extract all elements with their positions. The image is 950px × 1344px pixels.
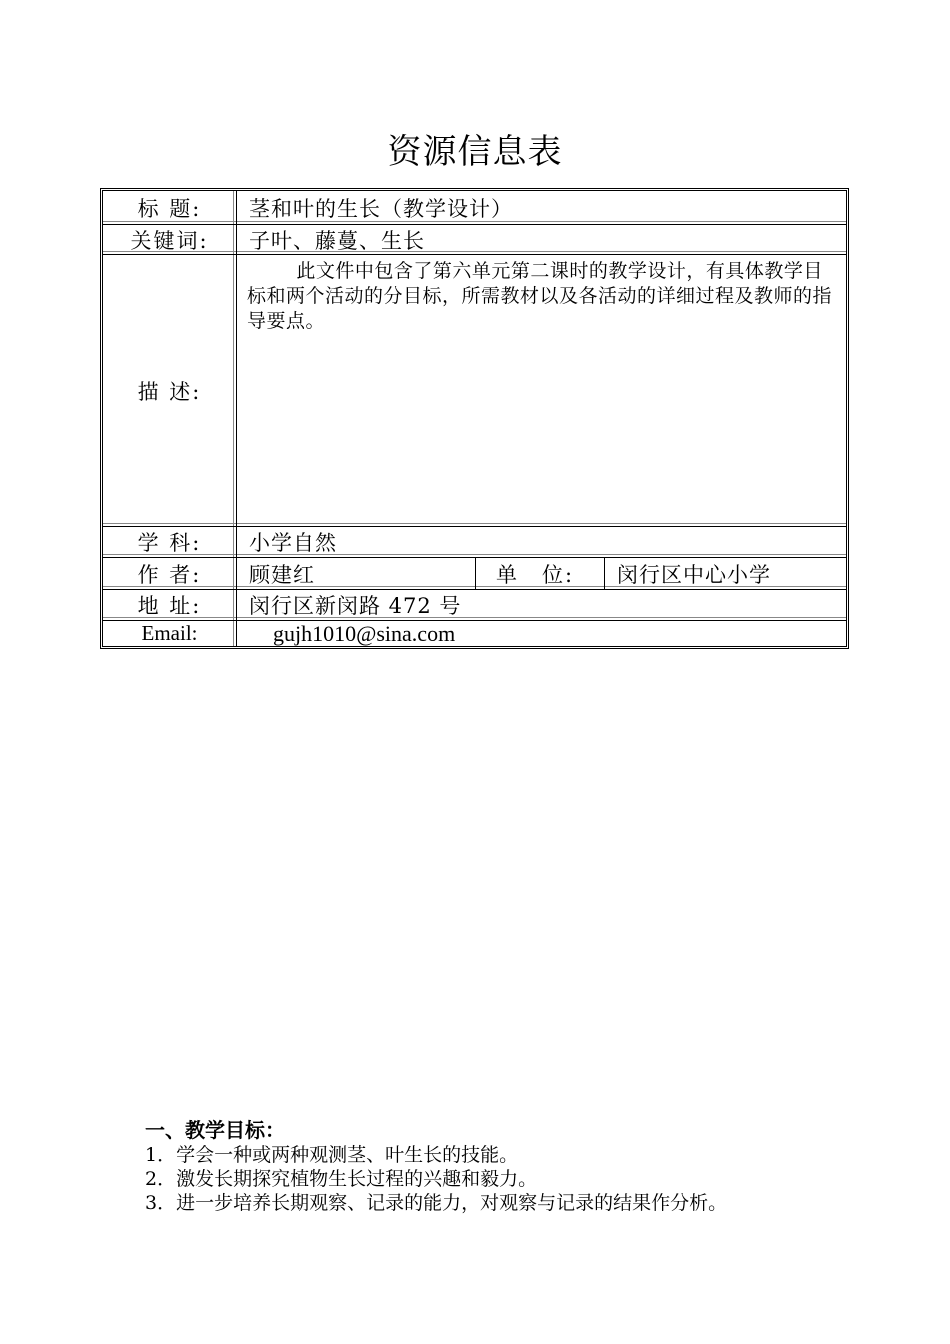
title-value: 茎和叶的生长（教学设计） [249, 196, 513, 221]
title-label: 标 题: [103, 191, 237, 224]
author-label: 作 者: [103, 558, 237, 589]
subject-label: 学 科: [103, 527, 237, 557]
teaching-goals-section [145, 1117, 845, 1215]
table-row-description [103, 255, 846, 527]
table-row-email [103, 621, 846, 646]
resource-info-table [100, 188, 849, 649]
goal-item: 3．进一步培养长期观察、记录的能力，对观察与记录的结果作分析。 [145, 1192, 728, 1214]
description-label: 描 述: [103, 255, 237, 526]
unit-label: 单 位: [475, 558, 605, 589]
unit-value: 闵行区中心小学 [617, 562, 771, 587]
table-row-subject [103, 527, 846, 558]
table-row-keywords [103, 225, 846, 255]
table-row-address [103, 590, 846, 621]
page-title: 资源信息表 [387, 132, 563, 172]
subject-value: 小学自然 [249, 531, 337, 555]
address-label: 地 址: [103, 590, 237, 620]
goal-item: 1．学会一种或两种观测茎、叶生长的技能。 [145, 1144, 519, 1166]
email-label: Email: [103, 621, 237, 646]
goals-heading: 一、教学目标： [145, 1118, 285, 1142]
email-value[interactable]: gujh1010@sina.com [273, 620, 456, 646]
table-row-title [103, 191, 846, 225]
author-value: 顾建红 [249, 562, 315, 587]
table-row-author [103, 558, 846, 590]
address-value: 闵行区新闵路 472 号 [249, 594, 462, 618]
keywords-label: 关键词: [103, 225, 237, 254]
keywords-value: 子叶、藤蔓、生长 [249, 228, 425, 253]
goal-item: 2．激发长期探究植物生长过程的兴趣和毅力。 [145, 1168, 538, 1190]
description-value: 此文件中包含了第六单元第二课时的教学设计，有具体教学目标和两个活动的分目标，所需教材以及各活动的详细过程及教师的指导要点。 [247, 260, 833, 332]
